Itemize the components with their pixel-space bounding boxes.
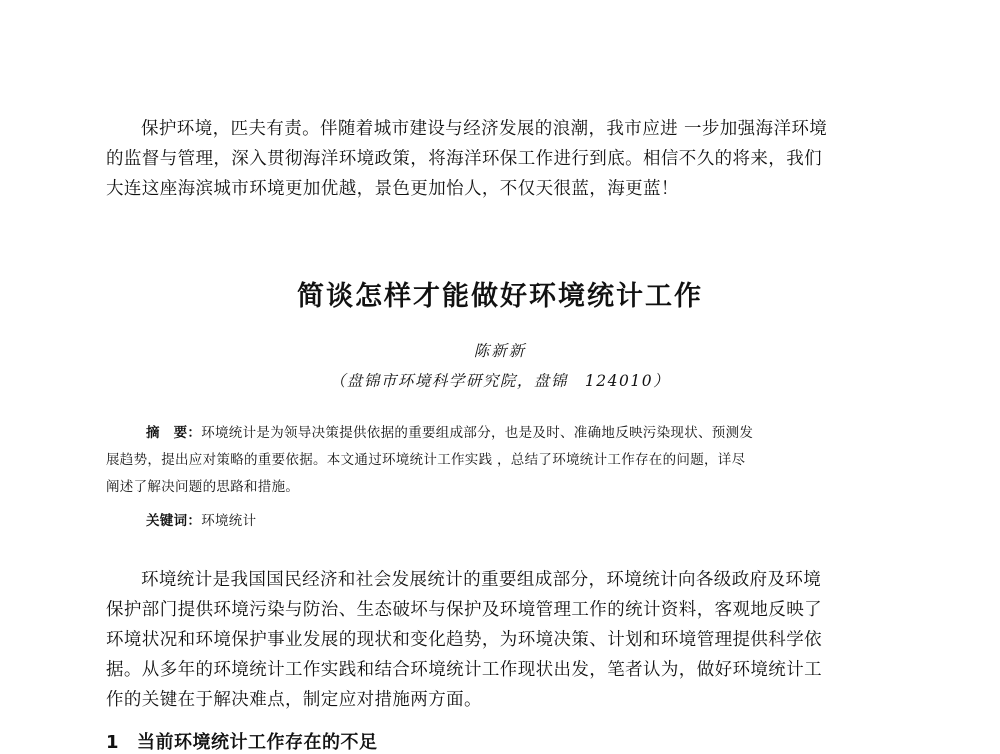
keywords	[146, 508, 256, 535]
abstract-line	[106, 420, 918, 447]
keywords-label: 关键词：	[146, 513, 202, 529]
abstract-line: 展趋势，提出应对策略的重要依据。本文通过环境统计工作实践 ，总结了环境统计工作存在的问题，详尽	[106, 452, 746, 468]
text-line: 大连这座海滨城市环境更加优越，景色更加怡人，不仅天很蓝，海更蓝！	[106, 179, 679, 199]
previous-article-paragraph	[106, 114, 918, 204]
abstract	[106, 420, 918, 501]
author-affiliation: （盘锦市环境科学研究院，盘锦 124010）	[329, 372, 671, 390]
section-number: 1	[106, 732, 120, 753]
section-title: 当前环境统计工作存在的不足	[137, 732, 378, 753]
text-line: 环境状况和环境保护事业发展的现状和变化趋势，为环境决策、计划和环境管理提供科学依	[106, 630, 822, 650]
keywords-text: 环境统计	[201, 513, 257, 529]
abstract-text: 环境统计是为领导决策提供依据的重要组成部分，也是及时、准确地反映污染现状、预测发	[201, 425, 754, 441]
text-line: 作的关键在于解决难点，制定应对措施两方面。	[106, 690, 482, 710]
author-name: 陈新新	[473, 342, 527, 360]
text-line: 保护部门提供环境污染与防治、生态破坏与保护及环境管理工作的统计资料，客观地反映了	[106, 600, 822, 620]
text-line: 的监督与管理，深入贯彻海洋环境政策，将海洋环保工作进行到底。相信不久的将来，我们	[106, 149, 822, 169]
text-line: 据。从多年的环境统计工作实践和结合环境统计工作现状出发，笔者认为，做好环境统计工	[106, 660, 822, 680]
text-line: 环境统计是我国国民经济和社会发展统计的重要组成部分，环境统计向各级政府及环境	[141, 570, 822, 590]
section-heading	[106, 728, 378, 754]
abstract-line: 阐述了解决问题的思路和措施。	[106, 479, 300, 495]
article-title: 简谈怎样才能做好环境统计工作	[297, 281, 703, 312]
text-line: 保护环境，匹夫有责。伴随着城市建设与经济发展的浪潮，我市应进 一步加强海洋环境	[141, 119, 828, 139]
abstract-label: 摘 要：	[146, 425, 202, 441]
body-paragraph	[106, 565, 918, 715]
